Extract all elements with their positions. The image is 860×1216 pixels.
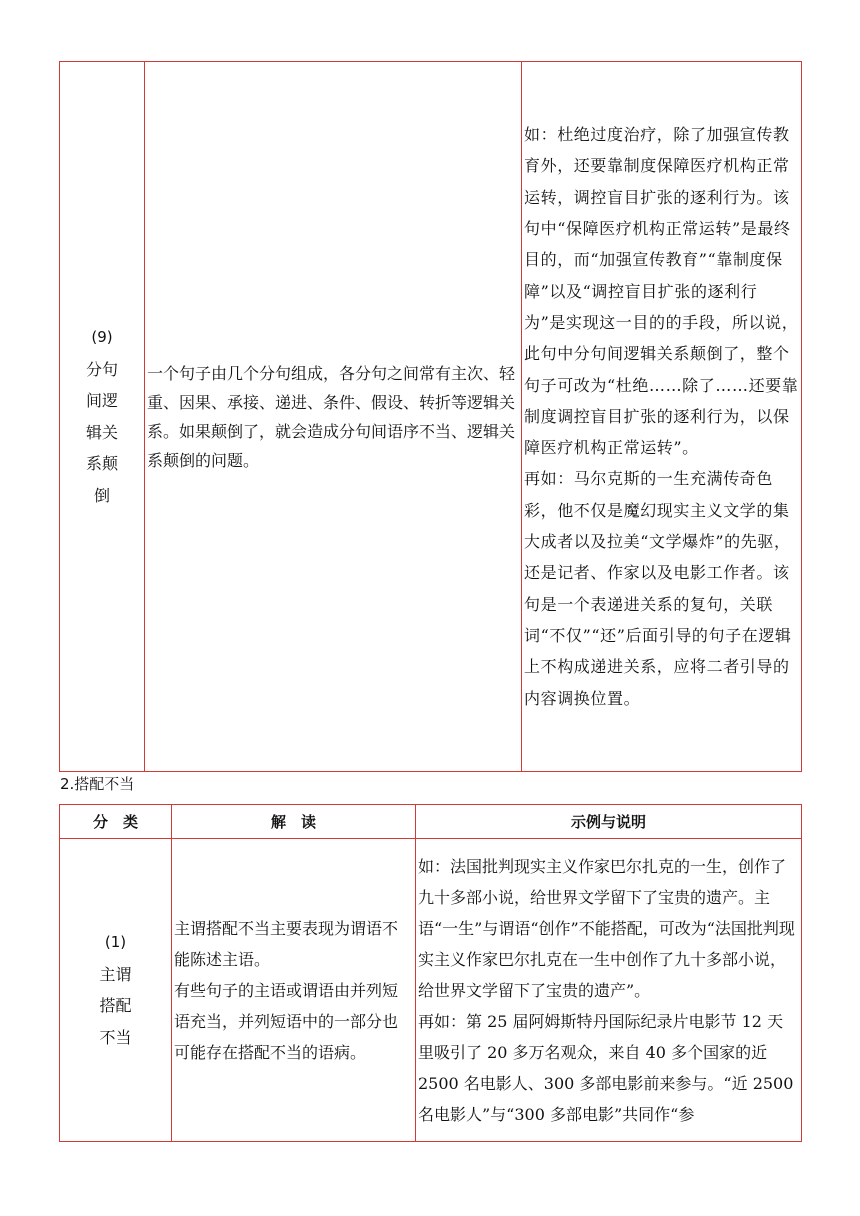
table-logic-errors <box>59 61 802 772</box>
interpretation-cell <box>172 839 416 1142</box>
category-number: (1) <box>104 933 127 951</box>
example-cell <box>416 839 802 1142</box>
category-line: 辑关 <box>85 422 118 442</box>
category-line: 倒 <box>93 485 110 505</box>
category-line: 不当 <box>99 1027 132 1047</box>
column-header-interpretation: 解 读 <box>172 805 416 839</box>
interpretation-text: 主谓搭配不当主要表现为谓语不能陈述主语。 <box>174 918 399 969</box>
example-cell <box>522 62 802 772</box>
table-row <box>60 62 802 772</box>
table-header-row <box>60 805 802 839</box>
category-line: 主谓 <box>99 964 132 984</box>
category-cell <box>60 839 172 1142</box>
interpretation-cell <box>145 62 522 772</box>
example-text: 如：法国批判现实主义作家巴尔扎克的一生，创作了九十多部小说，给世界文学留下了宝贵的遗产。主语“一生”与谓语“创作”不能搭配，可改为“法国批判现实主义作家巴尔扎克在一生中创作了九十多部小说，给世界文学留下了宝贵的遗产”。 <box>418 856 795 1000</box>
column-header-example: 示例与说明 <box>416 805 802 839</box>
category-line: 间逻 <box>85 391 118 410</box>
category-line: 搭配 <box>99 996 132 1015</box>
table-collocation-errors <box>59 804 802 1142</box>
example-text: 再如：第 25 届阿姆斯特丹国际纪录片电影节 12 天里吸引了 20 多万名观众，来自 40 多个国家的近 2500 名电影人、300 多部电影前来参与。“近 2500 名电影人”与“300 多部电影”共同作“参 <box>418 1011 794 1124</box>
category-number: (9) <box>91 328 113 346</box>
category-line: 系颠 <box>85 454 118 473</box>
category-cell <box>60 62 145 772</box>
column-header-category: 分 类 <box>60 805 172 839</box>
example-text: 再如：马尔克斯的一生充满传奇色彩，他不仅是魔幻现实主义文学的集大成者以及拉美“文学爆炸”的先驱，还是记者、作家以及电影工作者。该句是一个表递进关系的复句，关联词“不仅”“还”后面引导的句子在逻辑上不构成递进关系，应将二者引导的内容调换位置。 <box>524 469 792 708</box>
section-title: 2.搭配不当 <box>60 775 135 793</box>
interpretation-text: 一个句子由几个分句组成，各分句之间常有主次、轻重、因果、承接、递进、条件、假设、转折等逻辑关系。如果颠倒了，就会造成分句间语序不当、逻辑关系颠倒的问题。 <box>147 363 516 470</box>
interpretation-text: 有些句子的主语或谓语由并列短语充当，并列短语中的一部分也可能存在搭配不当的语病。 <box>174 980 399 1062</box>
example-text: 如：杜绝过度治疗，除了加强宣传教育外，还要靠制度保障医疗机构正常运转，调控盲目扩张的逐利行为。该句中“保障医疗机构正常运转”是最终目的，而“加强宣传教育”“靠制度保障”以及“调控盲目扩张的逐利行为”是实现这一目的的手段，所以说，此句中分句间逻辑关系颠倒了，整个句子可改为“杜绝……除了……还要靠制度调控盲目扩张的逐利行为，以保障医疗机构正常运转”。 <box>524 125 799 458</box>
category-line: 分句 <box>85 359 118 379</box>
table-row <box>60 839 802 1142</box>
